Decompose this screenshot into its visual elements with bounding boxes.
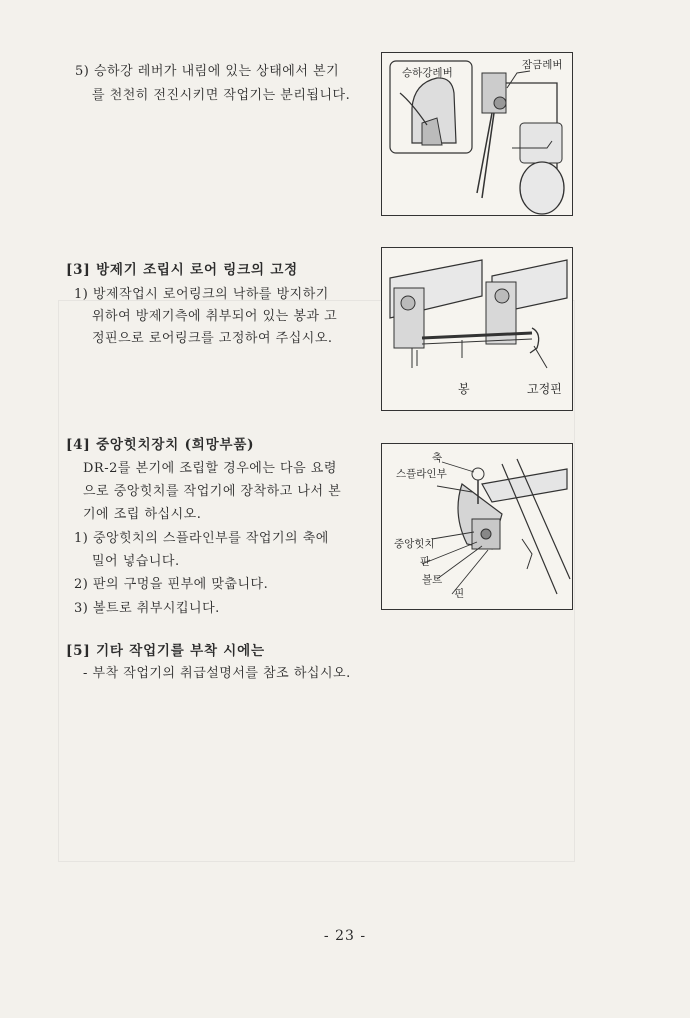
label-fixing-pin: 고정핀 — [527, 382, 562, 396]
item5-line1: 5) 승하강 레버가 내림에 있는 상태에서 본기 — [75, 64, 340, 79]
section3-line1: 1) 방제작업시 로어링크의 낙하를 방지하기 — [74, 287, 329, 302]
section4-line1: DR-2를 본기에 조립할 경우에는 다음 요령 — [83, 461, 337, 476]
section3-line2: 위하여 방제기측에 취부되어 있는 봉과 고 — [92, 309, 338, 324]
label-lock-lever: 잠금레버 — [522, 59, 563, 71]
label-rod: 봉 — [458, 382, 470, 396]
section4-step3: 3) 볼트로 취부시킵니다. — [74, 601, 220, 616]
section5-line1: - 부착 작업기의 취급설명서를 참조 하십시오. — [83, 666, 351, 681]
section3-line3: 정핀으로 로어링크를 고정하여 주십시오. — [92, 331, 333, 346]
label-shaft: 축 — [432, 452, 443, 464]
figure-center-hitch — [381, 443, 573, 610]
figure-lever-release — [381, 52, 573, 216]
page-number: - 23 - — [323, 928, 367, 944]
section4-heading: [4] 중앙힛치장치 (희망부품) — [66, 437, 255, 453]
figure-lower-link-fixing — [381, 247, 573, 411]
section5-heading: [5] 기타 작업기를 부착 시에는 — [66, 643, 265, 659]
section3-heading: [3] 방제기 조립시 로어 링크의 고정 — [66, 262, 299, 278]
label-lift-lever: 승하강레버 — [402, 67, 453, 79]
section4-step1-line1: 1) 중앙힛치의 스플라인부를 작업기의 축에 — [74, 531, 329, 546]
section4-line2: 으로 중앙힛치를 작업기에 장착하고 나서 본 — [83, 484, 342, 499]
section4-step2: 2) 판의 구멍을 핀부에 맞춥니다. — [74, 577, 269, 592]
label-center-hitch: 중앙힛치 — [394, 538, 435, 550]
item5-line2: 를 천천히 전진시키면 작업기는 분리됩니다. — [92, 88, 351, 103]
section4-step1-line2: 밀어 넣습니다. — [92, 554, 180, 569]
label-bolt: 볼트 — [422, 574, 443, 586]
label-pin: 핀 — [454, 588, 465, 600]
label-plate: 판 — [420, 556, 431, 568]
section4-line3: 기에 조립 하십시오. — [83, 507, 202, 522]
label-spline: 스플라인부 — [396, 468, 447, 480]
